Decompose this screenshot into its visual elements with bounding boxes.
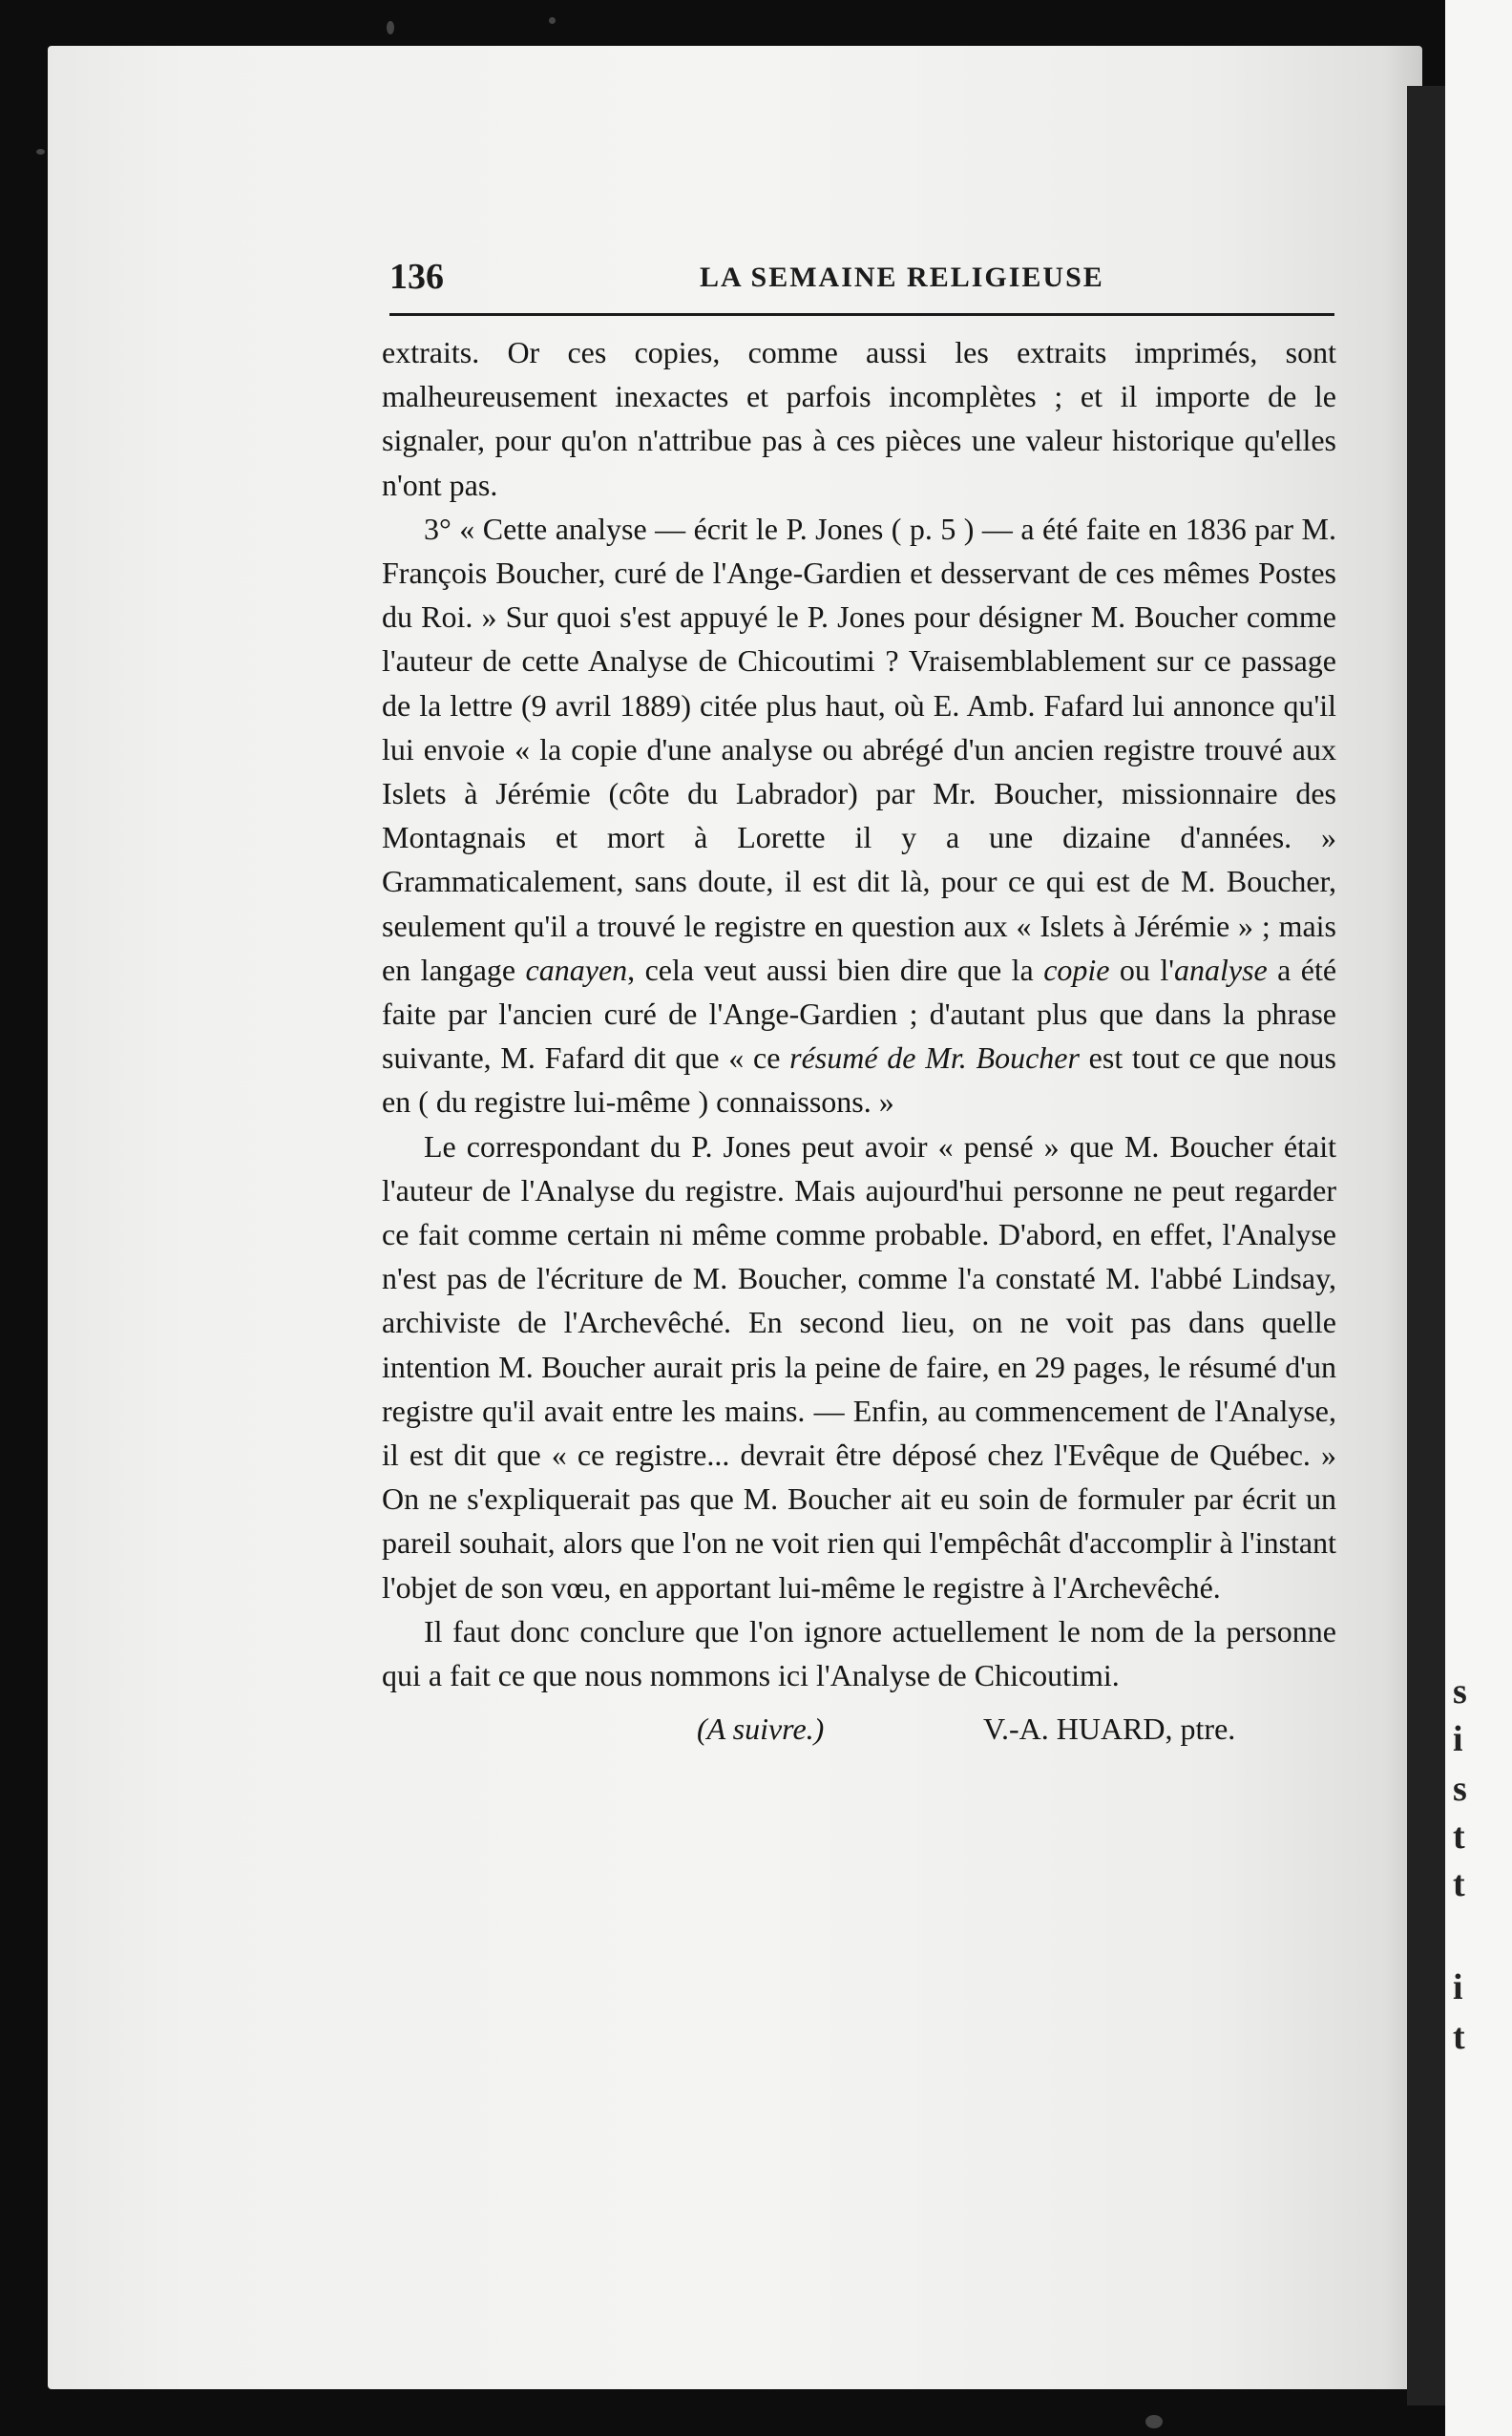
scan-speck	[549, 17, 556, 24]
page-number: 136	[389, 257, 444, 297]
author-signature: V.-A. HUARD, ptre.	[983, 1712, 1236, 1747]
italic-phrase: résumé de Mr. Boucher	[789, 1040, 1080, 1076]
scan-speck	[1145, 2415, 1163, 2428]
paragraph: Il faut donc conclure que l'on ignore actuellement le nom de la personne qui a fait ce que nous nommons ici l'Analyse de Chicoutimi.	[382, 1613, 1336, 1693]
margin-fragment: s	[1453, 1769, 1467, 1809]
scan-speck	[387, 21, 394, 34]
italic-word: copie	[1043, 952, 1110, 987]
continued-note: (A suivre.)	[697, 1712, 825, 1747]
italic-word: canayen	[525, 952, 628, 987]
paragraph	[382, 507, 1336, 1124]
adjacent-page-strip	[1445, 0, 1512, 2436]
paragraph: Le correspondant du P. Jones peut avoir « pensé » que M. Boucher était l'auteur de l'Analyse du registre. Mais aujourd'hui personne ne peut regarder ce fait comme certain ni même comme probable. D'abord, en effet, l'Analyse n'est pas de l'écriture de M. Boucher, comme l'a constaté M. l'abbé Lindsay, archiviste de l'Archevêché. En second lieu, on ne voit pas dans quelle intention M. Boucher aurait pris la peine de faire, en 29 pages, le résumé d'un registre qu'il avait entre les mains. — Enfin, au commencement de l'Analyse, il est dit que « ce registre... devrait être déposé chez l'Evêque de Québec. » On ne s'expliquerait pas que M. Boucher ait eu soin de formuler par écrit un pareil souhait, alors que l'on ne voit rien qui l'empêchât d'accomplir à l'instant l'objet de son vœu, en apportant lui-même le registre à l'Archevêché.	[382, 1128, 1336, 1605]
margin-fragment: i	[1453, 1719, 1463, 1759]
margin-fragment: s	[1453, 1671, 1467, 1712]
paragraph: extraits. Or ces copies, comme aussi les extraits imprimés, sont malheureusement inexactes et parfois incomplètes ; et il importe de le signaler, pour qu'on n'attribue pas à ces pièces une valeur historique qu'elles n'ont pas.	[382, 335, 1336, 502]
margin-fragment: t	[1453, 2017, 1465, 2057]
margin-fragment: t	[1453, 1864, 1465, 1904]
text-run: a été faite par l'ancien curé de l'Ange-Gardien ; d'autant plus que dans la phrase suivante, M. Fafard dit que « ce	[382, 952, 1337, 1076]
header-rule	[389, 313, 1334, 316]
article-body	[382, 330, 1336, 1760]
text-run: 3° « Cette analyse — écrit le P. Jones ( p. 5 ) — a été faite en 1836 par M. François Boucher, curé de l'Ange-Gardien et desservant de ces mêmes Postes du Roi. » Sur quoi s'est appuyé le P. Jones pour désigner M. Boucher comme l'auteur de cette Analyse de Chicoutimi ? Vraisemblablement sur ce passage de la lettre (9 avril 1889) citée plus haut, où E. Amb. Fafard lui annonce qu'il lui envoie « la copie d'une analyse ou abrégé d'un ancien registre trouvé aux Islets à Jérémie (côte du Labrador) par Mr. Boucher, missionnaire des Montagnais et mort à Lorette il y a une dizaine d'années. » Grammaticalement, sans doute, il est dit là, pour ce qui est de M. Boucher, seulement qu'il a trouvé le registre en question aux « Islets à Jérémie » ; mais en langage	[382, 511, 1336, 987]
text-run: , cela veut aussi bien dire que la	[627, 952, 1034, 987]
scan-speck	[36, 149, 45, 155]
margin-fragment: i	[1453, 1967, 1463, 2007]
text-run: ou l'	[1119, 952, 1174, 987]
running-title: LA SEMAINE RELIGIEUSE	[700, 262, 1104, 293]
book-spine-shadow	[1407, 86, 1445, 2405]
margin-fragment: t	[1453, 1816, 1465, 1857]
text-run: est tout ce que nous en ( du registre lui-même ) connaissons. »	[382, 1040, 1336, 1120]
signature-line	[382, 1703, 1336, 1760]
page-header	[389, 256, 1334, 313]
italic-word: analyse	[1173, 952, 1268, 987]
